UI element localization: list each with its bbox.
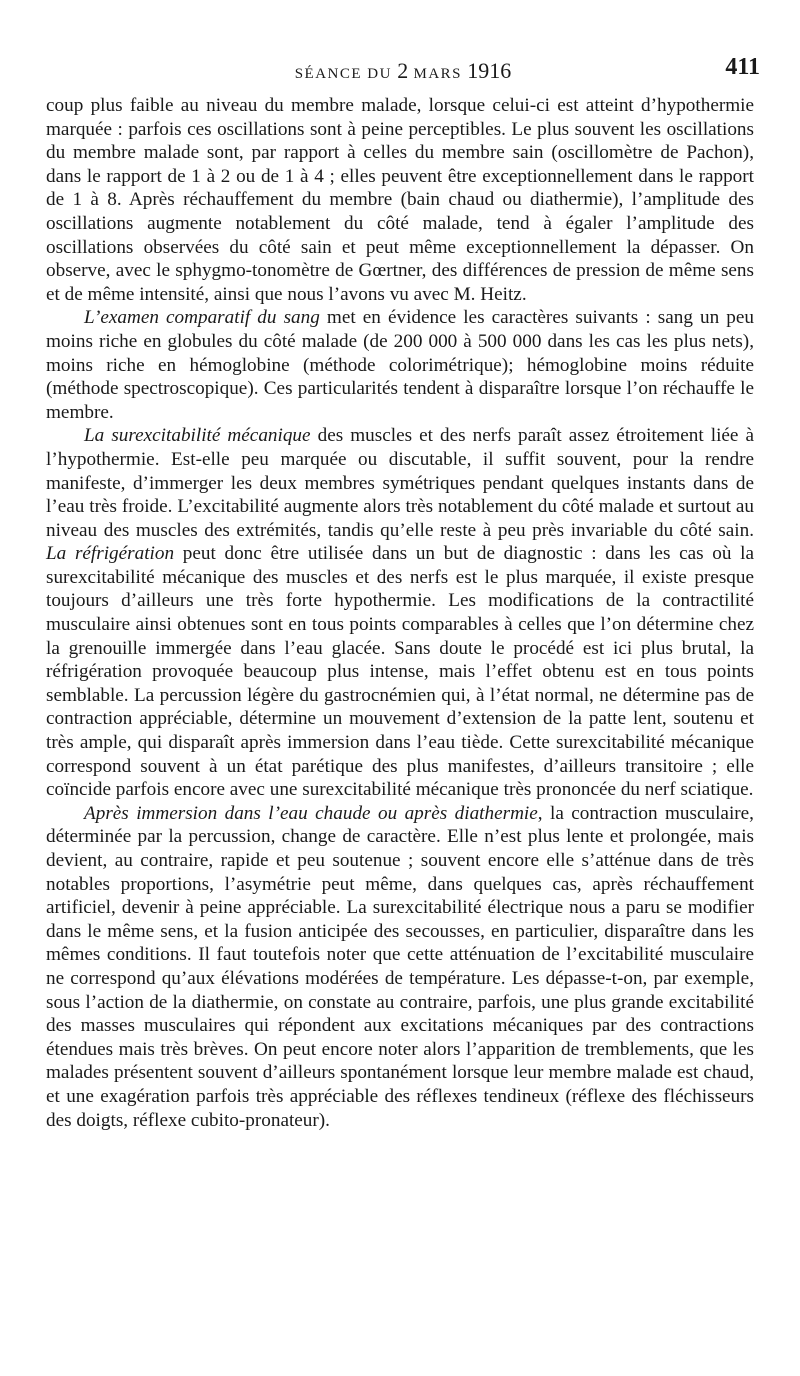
page-header xyxy=(46,48,760,84)
running-head-year: 1916 xyxy=(467,58,512,83)
page-number: 411 xyxy=(725,54,760,80)
italic-term: Après immersion dans l’eau chaude ou après diathermie xyxy=(84,802,538,824)
paragraph xyxy=(46,802,754,1132)
text-segment: met en évidence les caractères suivants : sang un peu moins riche en globules du côté malade (de 200 000 à 500 000 dans les cas les plus nets), moins riche en hémoglobine (méthode colorimétrique); hémoglobine moins réduite (méthode spectroscopique). Ces particularités tendent à disparaître lorsque l’on réchauffe le membre. xyxy=(46,307,754,423)
running-head xyxy=(46,58,760,84)
italic-term: La surexcitabilité mécanique xyxy=(84,425,311,447)
italic-term: La réfrigération xyxy=(46,543,175,565)
paragraph xyxy=(46,424,754,802)
paragraph xyxy=(46,306,754,424)
text-segment: des muscles et des nerfs paraît assez étroitement liée à l’hypothermie. Est-elle peu marquée ou discutable, il suffit souvent, pour la rendre manifeste, d’immerger les deux membres symétriques pendant quelques instants dans de l’eau très froide. L’excitabilité augmente alors très notablement du côté malade et surtout au niveau des muscles des extrémités, tandis qu’elle reste à peu près invariable du côté sain. xyxy=(46,425,755,541)
text-segment: , la contraction musculaire, déterminée par la percussion, change de caractère. Elle n’est plus lente et prolongée, mais devient, au contraire, rapide et peu soutenue ; souvent encore elle s’atténue dans de très notables proportions, l’asymétrie peut même, dans quelques cas, après réchauffement artificiel, devenir à peine appréciable. La surexcitabilité électrique nous a paru se modifier dans le même sens, et la fusion anticipée des secousses, en particulier, disparaître dans les mêmes conditions. Il faut toutefois noter que cette atténuation de l’excitabilité musculaire ne correspond qu’aux élévations modérées de température. Les dépasse-t-on, par exemple, sous l’action de la diathermie, on constate au contraire, parfois, une plus grande excitabilité des masses musculaires qui répondent aux excitations mécaniques par des contractions étendues mais très brèves. On peut encore noter alors l’apparition de tremblements, que les malades présentent souvent d’ailleurs spontanément lorsque leur membre malade est chaud, et une exagération parfois très appréciable des réflexes tendineux (réflexe des fléchisseurs des doigts, réflexe cubito-pronateur). xyxy=(46,802,754,1131)
body-text xyxy=(46,94,754,1132)
running-head-prefix: SÉANCE DU xyxy=(294,66,398,82)
text-segment: peut donc être utilisée dans un but de diagnostic : dans les cas où la surexcitabilité mécanique des muscles et des nerfs est le plus marquée, il existe presque toujours d’ailleurs une très forte hypothermie. Les modifications de la contractilité musculaire ainsi obtenues sont en tous points comparables à celles que l’on détermine chez la grenouille immergée dans l’eau glacée. Sans doute le procédé est ici plus brutal, la réfrigération provoquée beaucoup plus intense, mais l’effet obtenu est en tous points semblable. La percussion légère du gastrocnémien qui, à l’état normal, ne détermine pas de contraction appréciable, détermine un mouvement d’extension de la patte lent, soutenu et très ample, qui disparaît après immersion dans l’eau tiède. Cette surexcitabilité mécanique correspond souvent à un état parétique des plus manifestes, d’ailleurs transitoire ; elle coïncide parfois encore avec une surexcitabilité mécanique très prononcée du nerf sciatique. xyxy=(46,543,754,801)
running-head-day: 2 xyxy=(397,58,409,83)
italic-term: L’examen comparatif du sang xyxy=(84,307,320,329)
paragraph xyxy=(46,94,754,306)
running-head-month: MARS xyxy=(408,66,468,82)
text-segment: coup plus faible au niveau du membre malade, lorsque celui-ci est atteint d’hypothermie marquée : parfois ces oscillations sont à peine perceptibles. Le plus souvent les oscillations du membre malade sont, par rapport à celles du membre sain (oscillomètre de Pachon), dans le rapport de 1 à 2 ou de 1 à 4 ; elles peuvent être exceptionnellement dans le rapport de 1 à 8. Après réchauffement du membre (bain chaud ou diathermie), l’amplitude des oscillations augmente notablement du côté malade, tend à égaler l’amplitude des oscillations observées du côté sain et peut même exceptionnellement la dépasser. On observe, avec le sphygmo-tonomètre de Gœrtner, des différences de pression de même sens et de même intensité, ainsi que nous l’avons vu avec M. Heitz. xyxy=(46,95,754,305)
